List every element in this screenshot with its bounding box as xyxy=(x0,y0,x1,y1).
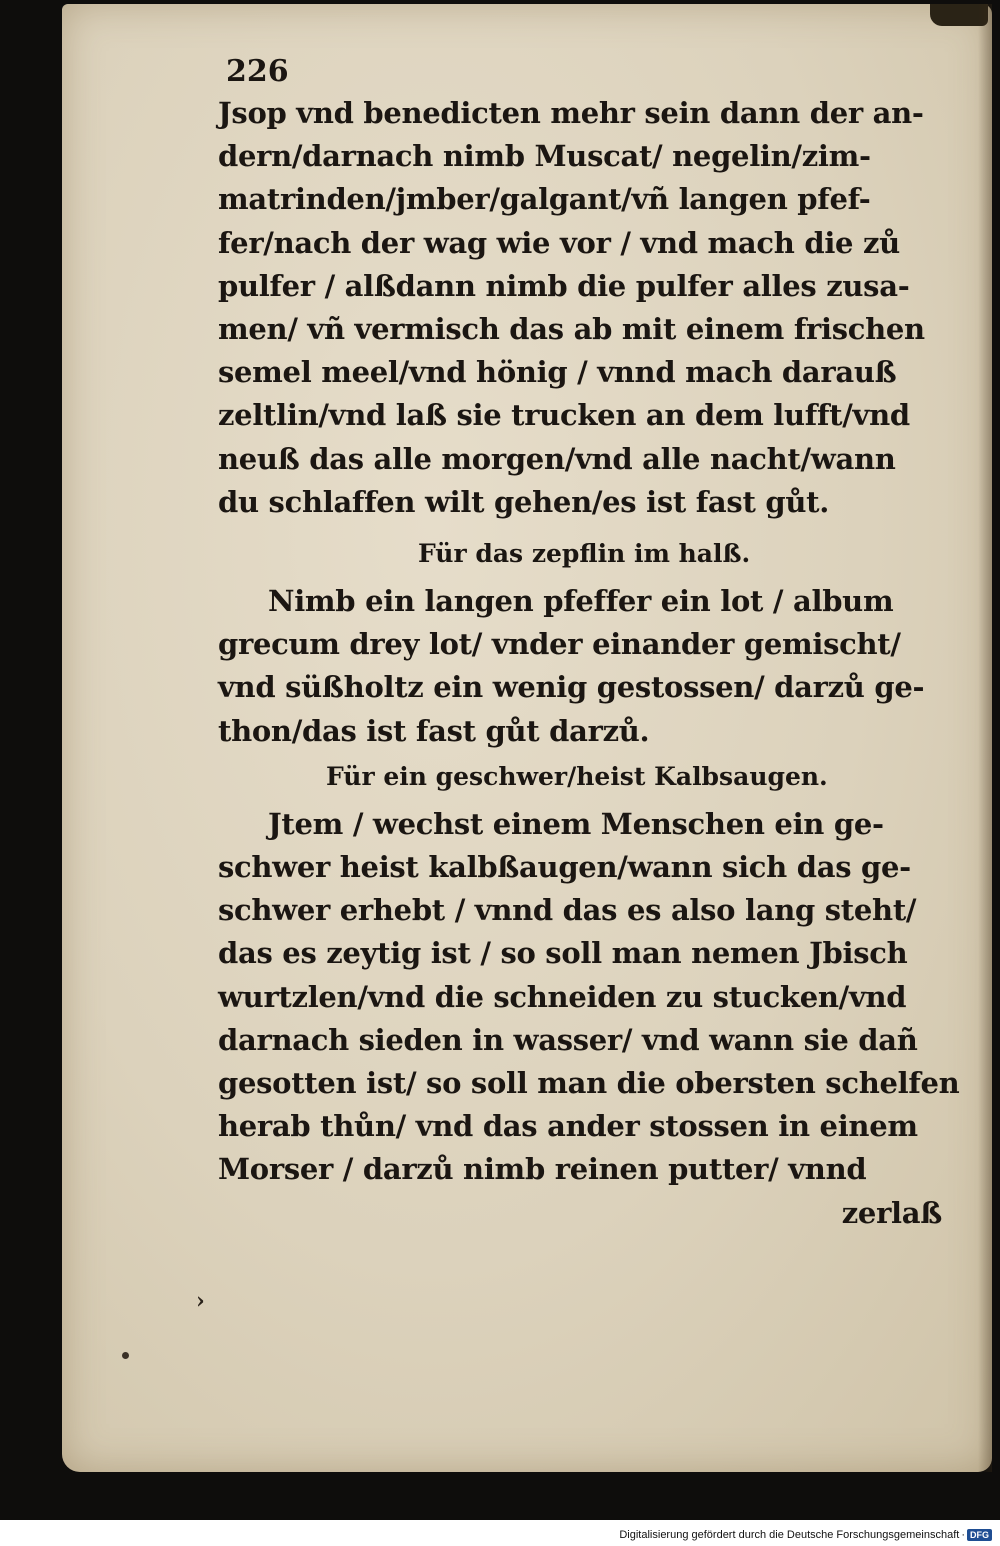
text-line: du schlaffen wilt gehen/es ist fast gůt. xyxy=(218,484,829,519)
text-line: Jtem / wechst einem Menschen ein ge- xyxy=(268,806,884,841)
text-line: schwer heist kalbßaugen/wann sich das ge- xyxy=(218,850,911,885)
text-line: thon/das ist fast gůt darzů. xyxy=(218,713,650,748)
text-line: men/ vñ vermisch das ab mit einem frischen xyxy=(218,312,925,347)
text-line: fer/nach der wag wie vor / vnd mach die zů xyxy=(218,225,900,260)
paragraph-block-1 xyxy=(218,92,966,524)
dfg-logo: DFG xyxy=(967,1529,992,1541)
text-line: neuß das alle morgen/vnd alle nacht/wann xyxy=(218,441,896,476)
text-line: grecum drey lot/ vnder einander gemischt/ xyxy=(218,627,901,662)
page-corner-shadow xyxy=(930,4,988,26)
page-text xyxy=(218,52,966,1235)
text-line: herab thůn/ vnd das ander stossen in einem xyxy=(218,1109,918,1144)
text-line: das es zeytig ist / so soll man nemen Jbisch xyxy=(218,936,908,971)
page-number: 226 xyxy=(226,54,289,89)
text-line: semel meel/vnd hönig / vnnd mach darauß xyxy=(218,355,897,390)
text-line: darnach sieden in wasser/ vnd wann sie dañ xyxy=(218,1022,918,1057)
text-line: Jsop vnd benedicten mehr sein dann der an- xyxy=(218,96,924,130)
text-line: Nimb ein langen pfeffer ein lot / album xyxy=(268,584,894,619)
text-line: vnd süßholtz ein wenig gestossen/ darzů ge- xyxy=(218,670,925,705)
section-heading-kalbsaugen: Für ein geschwer/heist Kalbsaugen. xyxy=(326,761,828,791)
text-line: wurtzlen/vnd die schneiden zu stucken/vnd xyxy=(218,979,907,1014)
footer-separator: · xyxy=(961,1529,965,1541)
text-line: zeltlin/vnd laß sie trucken an dem lufft/vnd xyxy=(218,398,910,433)
section-heading-zepflin: Für das zepflin im halß. xyxy=(418,539,751,569)
text-line: gesotten ist/ so soll man die obersten schelfen xyxy=(218,1066,960,1101)
paragraph-block-3 xyxy=(218,803,966,1192)
footer-credit: Digitalisierung gefördert durch die Deutsche Forschungsgemeinschaft xyxy=(619,1529,960,1541)
text-line: pulfer / alßdann nimb die pulfer alles zusa- xyxy=(218,268,910,303)
text-line: Morser / darzů nimb reinen putter/ vnnd xyxy=(218,1152,867,1187)
paragraph-block-2 xyxy=(218,580,966,753)
margin-mark: › xyxy=(196,1288,205,1314)
text-line: matrinden/jmber/galgant/vñ langen pfef- xyxy=(218,182,871,217)
catchword: zerlaß xyxy=(841,1195,942,1230)
text-line: schwer erhebt / vnnd das es also lang steht/ xyxy=(218,893,917,928)
text-line: dern/darnach nimb Muscat/ negelin/zim- xyxy=(218,139,871,174)
ink-spot xyxy=(122,1352,129,1359)
digitization-footer xyxy=(619,1527,992,1543)
